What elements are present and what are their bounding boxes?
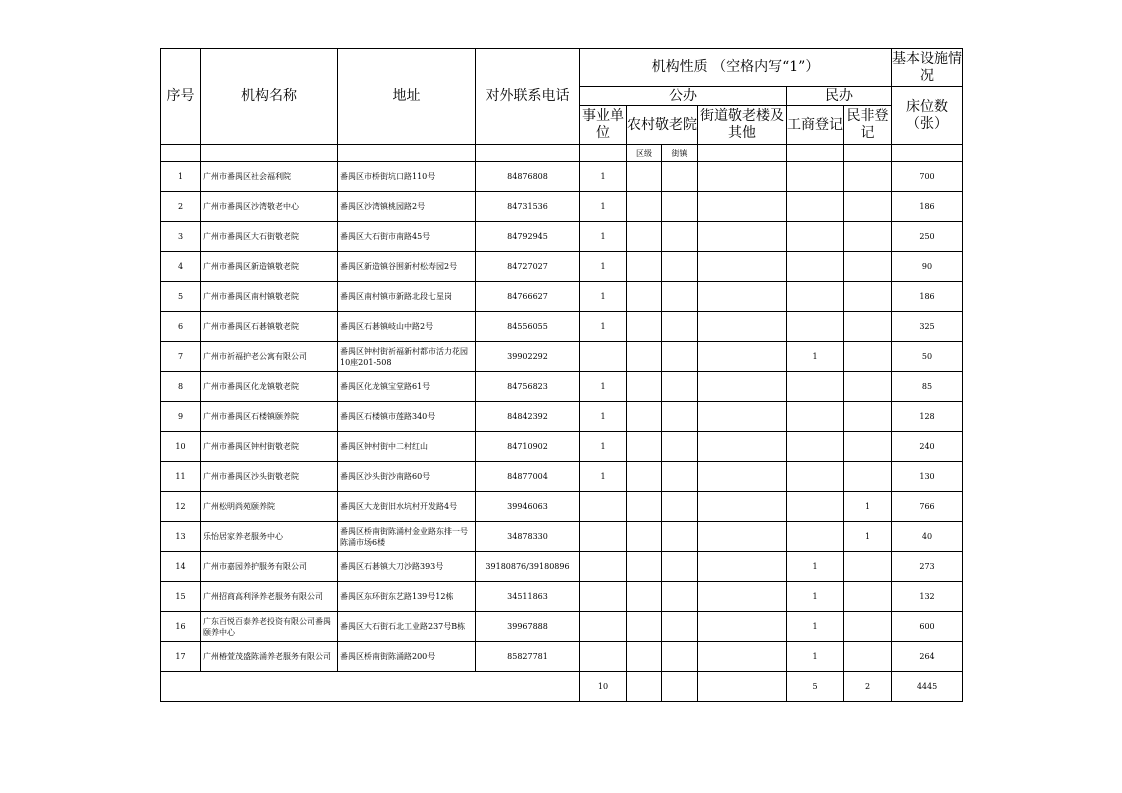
row-district xyxy=(627,192,662,222)
row-business xyxy=(787,312,844,342)
row-public-unit xyxy=(580,342,627,372)
row-public-unit: 1 xyxy=(580,432,627,462)
row-public-unit: 1 xyxy=(580,222,627,252)
row-business xyxy=(787,432,844,462)
table-row xyxy=(161,162,963,192)
row-address: 番禺区钟村街中二村红山 xyxy=(338,432,476,462)
row-business xyxy=(787,372,844,402)
row-street xyxy=(698,642,787,672)
row-beds: 600 xyxy=(892,612,963,642)
row-address: 番禺区大石街石北工业路237号B栋 xyxy=(338,612,476,642)
row-nonprofit xyxy=(844,342,892,372)
table-row xyxy=(161,552,963,582)
subheader-row xyxy=(161,145,963,162)
row-nonprofit xyxy=(844,462,892,492)
table-row xyxy=(161,192,963,222)
row-nonprofit: 1 xyxy=(844,522,892,552)
table-row xyxy=(161,282,963,312)
row-seq: 10 xyxy=(161,432,201,462)
table-row xyxy=(161,432,963,462)
table-row xyxy=(161,372,963,402)
row-address: 番禺区石碁镇大刀沙路393号 xyxy=(338,552,476,582)
blank-cell xyxy=(338,145,476,162)
table-row xyxy=(161,402,963,432)
row-seq: 8 xyxy=(161,372,201,402)
total-beds: 4445 xyxy=(892,672,963,702)
row-address: 番禺区新造镇谷围新村松寿园2号 xyxy=(338,252,476,282)
row-phone: 84727027 xyxy=(476,252,580,282)
row-name: 乐怡居家养老服务中心 xyxy=(201,522,338,552)
row-name: 广东百悦百泰养老投资有限公司番禺颐养中心 xyxy=(201,612,338,642)
row-district xyxy=(627,162,662,192)
header-town: 街镇 xyxy=(662,145,698,162)
row-nonprofit xyxy=(844,612,892,642)
row-nonprofit xyxy=(844,192,892,222)
blank-cell xyxy=(161,145,201,162)
row-street xyxy=(698,402,787,432)
row-phone: 34511863 xyxy=(476,582,580,612)
row-nonprofit: 1 xyxy=(844,492,892,522)
table-row xyxy=(161,252,963,282)
row-seq: 9 xyxy=(161,402,201,432)
row-street xyxy=(698,492,787,522)
row-phone: 84876808 xyxy=(476,162,580,192)
row-town xyxy=(662,612,698,642)
header-facilities: 基本设施情况 xyxy=(892,49,963,87)
row-district xyxy=(627,252,662,282)
row-address: 番禺区石楼镇市莲路340号 xyxy=(338,402,476,432)
row-phone: 39946063 xyxy=(476,492,580,522)
row-beds: 186 xyxy=(892,192,963,222)
header-nonprofit: 民非登记 xyxy=(844,106,892,145)
header-business: 工商登记 xyxy=(787,106,844,145)
row-district xyxy=(627,612,662,642)
row-district xyxy=(627,552,662,582)
row-public-unit: 1 xyxy=(580,462,627,492)
table-row xyxy=(161,462,963,492)
row-phone: 84792945 xyxy=(476,222,580,252)
row-address: 番禺区钟村街祈福新村都市活力花园10座201-508 xyxy=(338,342,476,372)
blank-cell xyxy=(844,145,892,162)
row-phone: 84556055 xyxy=(476,312,580,342)
row-seq: 16 xyxy=(161,612,201,642)
row-address: 番禺区沙湾镇桃园路2号 xyxy=(338,192,476,222)
table-row xyxy=(161,522,963,552)
row-phone: 34878330 xyxy=(476,522,580,552)
row-seq: 17 xyxy=(161,642,201,672)
row-nonprofit xyxy=(844,312,892,342)
row-business xyxy=(787,252,844,282)
row-town xyxy=(662,552,698,582)
table-row xyxy=(161,612,963,642)
blank-cell xyxy=(580,145,627,162)
row-name: 广州市祈福护老公寓有限公司 xyxy=(201,342,338,372)
row-phone: 84710902 xyxy=(476,432,580,462)
row-phone: 84766627 xyxy=(476,282,580,312)
row-street xyxy=(698,522,787,552)
row-nonprofit xyxy=(844,222,892,252)
header-public: 公办 xyxy=(580,87,787,106)
row-name: 广州市嘉园养护服务有限公司 xyxy=(201,552,338,582)
row-beds: 90 xyxy=(892,252,963,282)
row-town xyxy=(662,432,698,462)
row-business xyxy=(787,402,844,432)
header-name: 机构名称 xyxy=(201,49,338,145)
row-seq: 1 xyxy=(161,162,201,192)
table-row xyxy=(161,312,963,342)
row-district xyxy=(627,462,662,492)
row-name: 广州市番禺区石碁镇敬老院 xyxy=(201,312,338,342)
row-business: 1 xyxy=(787,582,844,612)
header-private: 民办 xyxy=(787,87,892,106)
row-town xyxy=(662,342,698,372)
row-address: 番禺区沙头街沙南路60号 xyxy=(338,462,476,492)
blank-cell xyxy=(627,672,662,702)
table-row xyxy=(161,582,963,612)
row-town xyxy=(662,642,698,672)
row-public-unit: 1 xyxy=(580,372,627,402)
row-public-unit: 1 xyxy=(580,192,627,222)
row-name: 广州市番禺区沙湾敬老中心 xyxy=(201,192,338,222)
row-beds: 250 xyxy=(892,222,963,252)
header-seq: 序号 xyxy=(161,49,201,145)
row-town xyxy=(662,582,698,612)
row-seq: 4 xyxy=(161,252,201,282)
row-business xyxy=(787,192,844,222)
blank-cell xyxy=(201,145,338,162)
row-address: 番禺区石碁镇岐山中路2号 xyxy=(338,312,476,342)
row-public-unit xyxy=(580,642,627,672)
row-business: 1 xyxy=(787,612,844,642)
row-town xyxy=(662,522,698,552)
row-street xyxy=(698,462,787,492)
row-nonprofit xyxy=(844,372,892,402)
row-public-unit: 1 xyxy=(580,312,627,342)
row-phone: 84731536 xyxy=(476,192,580,222)
row-beds: 325 xyxy=(892,312,963,342)
table-row xyxy=(161,492,963,522)
row-seq: 2 xyxy=(161,192,201,222)
header-address: 地址 xyxy=(338,49,476,145)
row-nonprofit xyxy=(844,432,892,462)
row-public-unit: 1 xyxy=(580,402,627,432)
row-name: 广州市番禺区社会福利院 xyxy=(201,162,338,192)
row-district xyxy=(627,492,662,522)
row-nonprofit xyxy=(844,282,892,312)
row-address: 番禺区东环街东艺路139号12栋 xyxy=(338,582,476,612)
row-business: 1 xyxy=(787,552,844,582)
row-phone: 85827781 xyxy=(476,642,580,672)
row-beds: 700 xyxy=(892,162,963,192)
row-street xyxy=(698,312,787,342)
row-beds: 240 xyxy=(892,432,963,462)
row-public-unit xyxy=(580,612,627,642)
row-address: 番禺区桥南街陈涌村金业路东排一号陈涌市场6楼 xyxy=(338,522,476,552)
row-beds: 40 xyxy=(892,522,963,552)
row-beds: 128 xyxy=(892,402,963,432)
row-district xyxy=(627,582,662,612)
row-town xyxy=(662,462,698,492)
blank-cell xyxy=(698,145,787,162)
row-town xyxy=(662,312,698,342)
row-business xyxy=(787,222,844,252)
totals-row xyxy=(161,672,963,702)
row-seq: 7 xyxy=(161,342,201,372)
row-nonprofit xyxy=(844,402,892,432)
row-address: 番禺区大龙街旧水坑村开发路4号 xyxy=(338,492,476,522)
row-seq: 11 xyxy=(161,462,201,492)
row-name: 广州招商高利泽养老服务有限公司 xyxy=(201,582,338,612)
row-phone: 84842392 xyxy=(476,402,580,432)
table-row xyxy=(161,222,963,252)
row-phone: 39967888 xyxy=(476,612,580,642)
blank-cell xyxy=(698,672,787,702)
blank-cell xyxy=(892,145,963,162)
row-street xyxy=(698,582,787,612)
row-district xyxy=(627,432,662,462)
header-phone: 对外联系电话 xyxy=(476,49,580,145)
row-beds: 130 xyxy=(892,462,963,492)
row-business: 1 xyxy=(787,642,844,672)
row-phone: 84756823 xyxy=(476,372,580,402)
total-public-unit: 10 xyxy=(580,672,627,702)
row-phone: 39180876/39180896 xyxy=(476,552,580,582)
row-district xyxy=(627,522,662,552)
total-nonprofit: 2 xyxy=(844,672,892,702)
row-public-unit: 1 xyxy=(580,282,627,312)
row-seq: 15 xyxy=(161,582,201,612)
row-street xyxy=(698,342,787,372)
row-name: 广州市番禺区石楼镇颐养院 xyxy=(201,402,338,432)
row-business xyxy=(787,522,844,552)
row-district xyxy=(627,642,662,672)
header-rural: 农村敬老院 xyxy=(627,106,698,145)
row-public-unit xyxy=(580,552,627,582)
row-seq: 13 xyxy=(161,522,201,552)
table-row xyxy=(161,642,963,672)
row-district xyxy=(627,222,662,252)
row-street xyxy=(698,162,787,192)
row-town xyxy=(662,372,698,402)
row-nonprofit xyxy=(844,642,892,672)
table-row xyxy=(161,342,963,372)
row-town xyxy=(662,162,698,192)
row-address: 番禺区桥南街陈涌路200号 xyxy=(338,642,476,672)
row-district xyxy=(627,282,662,312)
row-address: 番禺区南村镇市新路北段七星岗 xyxy=(338,282,476,312)
row-town xyxy=(662,252,698,282)
blank-cell xyxy=(662,672,698,702)
header-street: 街道敬老楼及其他 xyxy=(698,106,787,145)
row-seq: 14 xyxy=(161,552,201,582)
row-name: 广州市番禺区大石街敬老院 xyxy=(201,222,338,252)
row-phone: 84877004 xyxy=(476,462,580,492)
row-beds: 50 xyxy=(892,342,963,372)
row-public-unit: 1 xyxy=(580,162,627,192)
row-beds: 766 xyxy=(892,492,963,522)
row-street xyxy=(698,372,787,402)
row-phone: 39902292 xyxy=(476,342,580,372)
row-business: 1 xyxy=(787,342,844,372)
row-street xyxy=(698,552,787,582)
row-seq: 5 xyxy=(161,282,201,312)
totals-blank xyxy=(161,672,580,702)
row-beds: 186 xyxy=(892,282,963,312)
row-street xyxy=(698,282,787,312)
row-street xyxy=(698,612,787,642)
row-street xyxy=(698,192,787,222)
row-public-unit xyxy=(580,582,627,612)
row-town xyxy=(662,402,698,432)
row-beds: 264 xyxy=(892,642,963,672)
row-beds: 132 xyxy=(892,582,963,612)
row-town xyxy=(662,192,698,222)
row-district xyxy=(627,342,662,372)
row-public-unit xyxy=(580,492,627,522)
row-name: 广州市番禺区南村镇敬老院 xyxy=(201,282,338,312)
row-public-unit xyxy=(580,522,627,552)
header-beds: 床位数（张） xyxy=(892,87,963,145)
row-name: 广州市番禺区新造镇敬老院 xyxy=(201,252,338,282)
row-district xyxy=(627,402,662,432)
row-name: 广州市番禺区钟村街敬老院 xyxy=(201,432,338,462)
row-nonprofit xyxy=(844,162,892,192)
header-public-unit: 事业单位 xyxy=(580,106,627,145)
row-business xyxy=(787,492,844,522)
row-name: 广州市番禺区沙头街敬老院 xyxy=(201,462,338,492)
row-beds: 273 xyxy=(892,552,963,582)
row-public-unit: 1 xyxy=(580,252,627,282)
row-address: 番禺区市桥街坑口路110号 xyxy=(338,162,476,192)
row-address: 番禺区大石街市南路45号 xyxy=(338,222,476,252)
row-town xyxy=(662,492,698,522)
row-district xyxy=(627,372,662,402)
row-town xyxy=(662,282,698,312)
row-address: 番禺区化龙镇宝堂路61号 xyxy=(338,372,476,402)
row-nonprofit xyxy=(844,252,892,282)
row-street xyxy=(698,252,787,282)
header-nature: 机构性质 （空格内写“1”） xyxy=(580,49,892,87)
row-seq: 12 xyxy=(161,492,201,522)
row-seq: 6 xyxy=(161,312,201,342)
institutions-table xyxy=(160,48,963,702)
blank-cell xyxy=(476,145,580,162)
blank-cell xyxy=(787,145,844,162)
row-street xyxy=(698,222,787,252)
row-business xyxy=(787,462,844,492)
header-district: 区级 xyxy=(627,145,662,162)
total-business: 5 xyxy=(787,672,844,702)
row-seq: 3 xyxy=(161,222,201,252)
row-business xyxy=(787,162,844,192)
row-street xyxy=(698,432,787,462)
row-name: 广州松明尚苑颐养院 xyxy=(201,492,338,522)
row-nonprofit xyxy=(844,552,892,582)
row-name: 广州市番禺区化龙镇敬老院 xyxy=(201,372,338,402)
row-town xyxy=(662,222,698,252)
row-beds: 85 xyxy=(892,372,963,402)
row-name: 广州椿萱茂盛陈涌养老服务有限公司 xyxy=(201,642,338,672)
row-business xyxy=(787,282,844,312)
row-nonprofit xyxy=(844,582,892,612)
row-district xyxy=(627,312,662,342)
